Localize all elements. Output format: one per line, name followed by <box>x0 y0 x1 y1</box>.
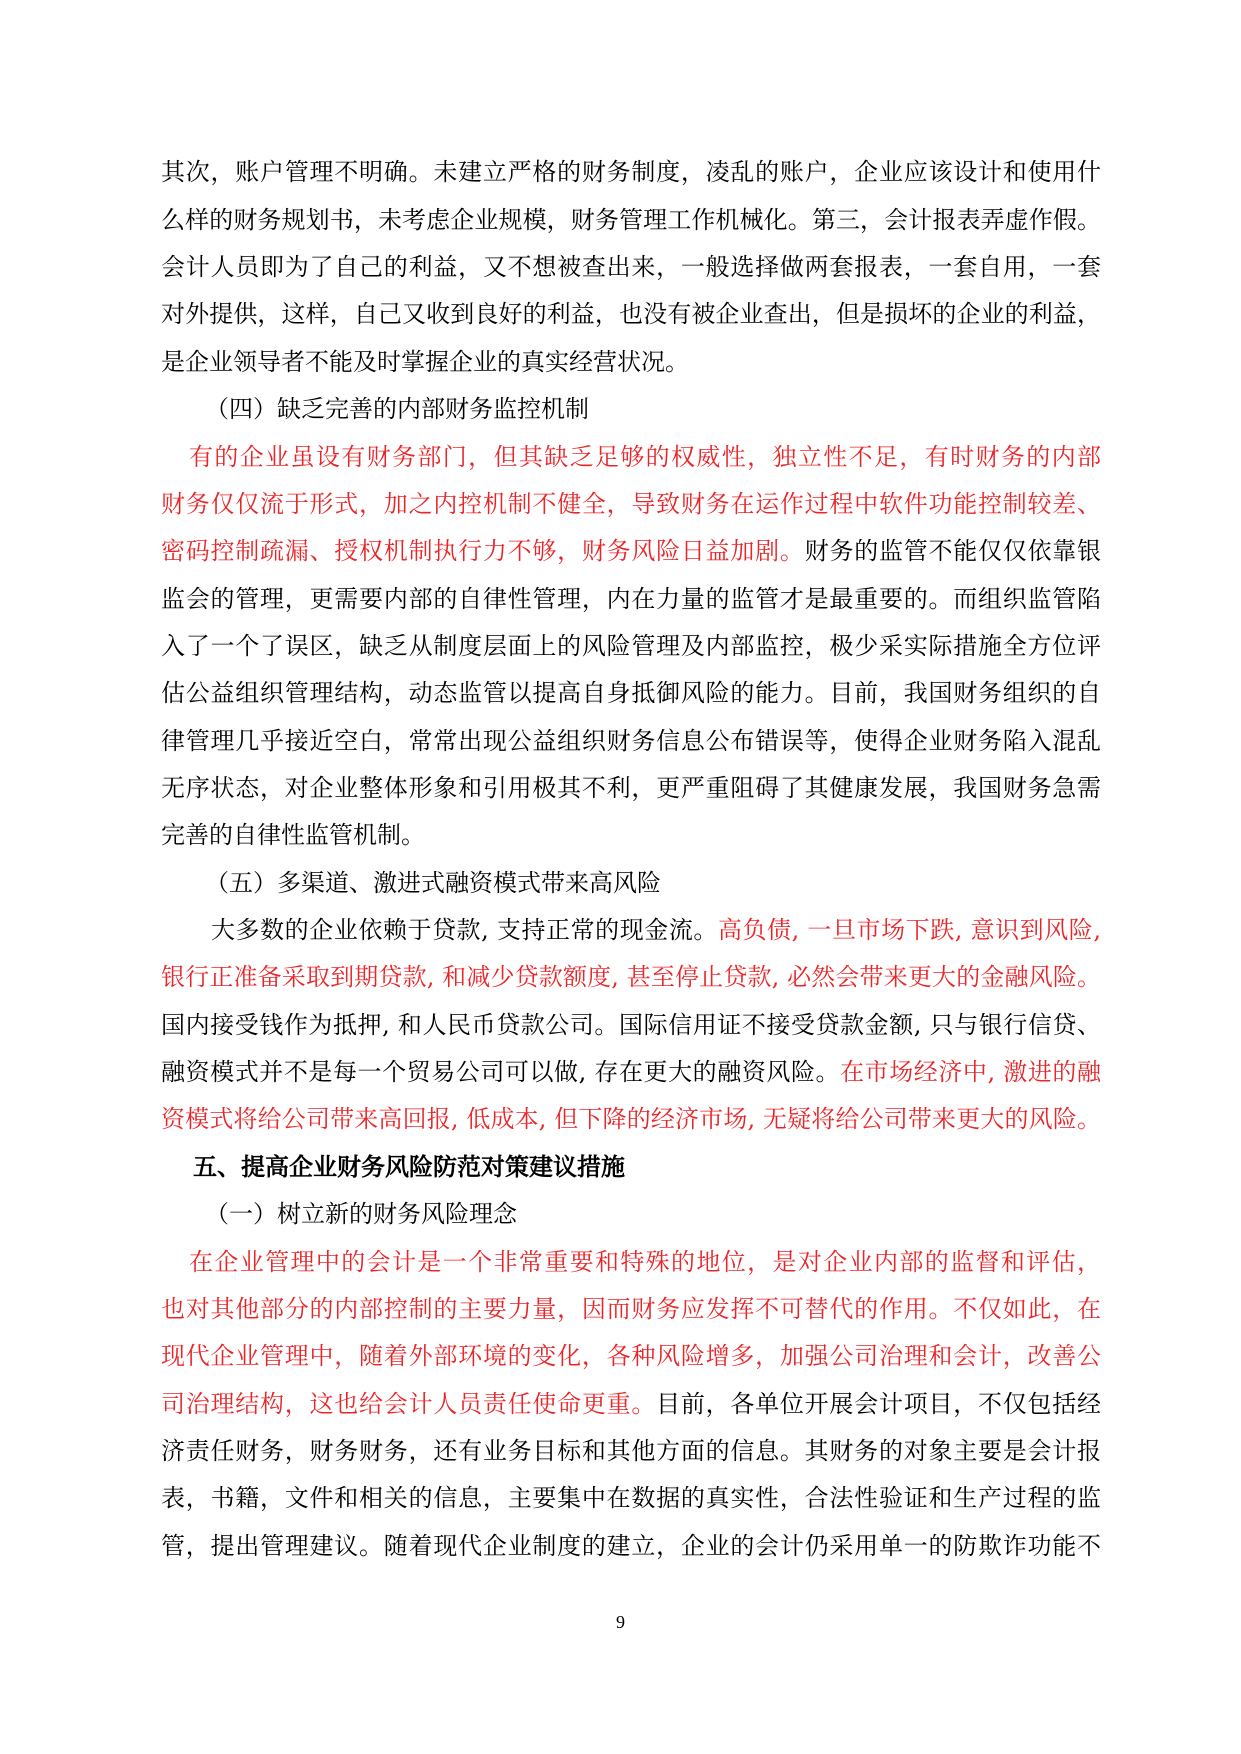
paragraph-line: 监会的管理，更需要内部的自律性管理，内在力量的监管才是最重要的。而组织监管陷 <box>161 585 1101 613</box>
paragraph-line: 估公益组织管理结构，动态监管以提高自身抵御风险的能力。目前，我国财务组织的自 <box>161 679 1101 707</box>
paragraph-line: 在企业管理中的会计是一个非常重要和特殊的地位，是对企业内部的监督和评估， <box>189 1248 1101 1276</box>
paragraph-line: 国内接受钱作为抵押, 和人民币贷款公司。国际信用证不接受贷款金额, 只与银行信贷、 <box>161 1011 1101 1039</box>
paragraph-line: 对外提供，这样，自己又收到良好的利益，也没有被企业查出，但是损坏的企业的利益， <box>161 300 1101 328</box>
paragraph-line: 么样的财务规划书，未考虑企业规模，财务管理工作机械化。第三，会计报表弄虚作假。 <box>161 206 1101 234</box>
paragraph-line: 财务仅仅流于形式，加之内控机制不健全，导致财务在运作过程中软件功能控制较差、 <box>161 490 1101 518</box>
paragraph-line: 表，书籍，文件和相关的信息，主要集中在数据的真实性，合法性验证和生产过程的监 <box>161 1484 1101 1512</box>
paragraph-line: 资模式将给公司带来高回报, 低成本, 但下降的经济市场, 无疑将给公司带来更大的风险。 <box>161 1105 1101 1133</box>
paragraph-line: 入了一个了误区，缺乏从制度层面上的风险管理及内部监控，极少采实际措施全方位评 <box>161 632 1101 660</box>
paragraph-line: 司治理结构，这也给会计人员责任使命更重。目前，各单位开展会计项目，不仅包括经 <box>161 1390 1102 1418</box>
paragraph-line: 有的企业虽设有财务部门，但其缺乏足够的权威性，独立性不足，有时财务的内部 <box>189 443 1101 471</box>
chapter-heading: 五、提高企业财务风险防范对策建议措施 <box>193 1153 625 1181</box>
paragraph-line: 也对其他部分的内部控制的主要力量，因而财务应发挥不可替代的作用。不仅如此，在 <box>161 1295 1101 1323</box>
section-heading: （一）树立新的财务风险理念 <box>205 1200 517 1228</box>
paragraph-line: 无序状态，对企业整体形象和引用极其不利，更严重阻碍了其健康发展，我国财务急需 <box>161 774 1101 802</box>
paragraph-line: 管，提出管理建议。随着现代企业制度的建立，企业的会计仍采用单一的防欺诈功能不 <box>161 1532 1101 1560</box>
paragraph-line: 完善的自律性监管机制。 <box>161 821 425 849</box>
paragraph-line: 融资模式并不是每一个贸易公司可以做, 存在更大的融资风险。在市场经济中, 激进的融 <box>161 1058 1101 1086</box>
page-number: 9 <box>616 1612 625 1632</box>
section-heading: （五）多渠道、激进式融资模式带来高风险 <box>205 869 661 897</box>
paragraph-line: 会计人员即为了自己的利益，又不想被查出来，一般选择做两套报表，一套自用，一套 <box>161 253 1101 281</box>
paragraph-line: 其次，账户管理不明确。未建立严格的财务制度，凌乱的账户，企业应该设计和使用什 <box>161 158 1101 186</box>
paragraph-line: 大多数的企业依赖于贷款, 支持正常的现金流。高负债, 一旦市场下跌, 意识到风险, <box>211 916 1101 944</box>
paragraph-line: 济责任财务，财务财务，还有业务目标和其他方面的信息。其财务的对象主要是会计报 <box>161 1437 1101 1465</box>
paragraph-line: 现代企业管理中，随着外部环境的变化，各种风险增多，加强公司治理和会计，改善公 <box>161 1342 1101 1370</box>
paragraph-line: 律管理几乎接近空白，常常出现公益组织财务信息公布错误等，使得企业财务陷入混乱 <box>161 727 1101 755</box>
section-heading: （四）缺乏完善的内部财务监控机制 <box>205 395 589 423</box>
paragraph-line: 是企业领导者不能及时掌握企业的真实经营状况。 <box>161 348 689 376</box>
paragraph-line: 密码控制疏漏、授权机制执行力不够，财务风险日益加剧。财务的监管不能仅仅依靠银 <box>161 537 1102 565</box>
paragraph-line: 银行正准备采取到期贷款, 和减少贷款额度, 甚至停止贷款, 必然会带来更大的金融风险。 <box>161 963 1101 991</box>
